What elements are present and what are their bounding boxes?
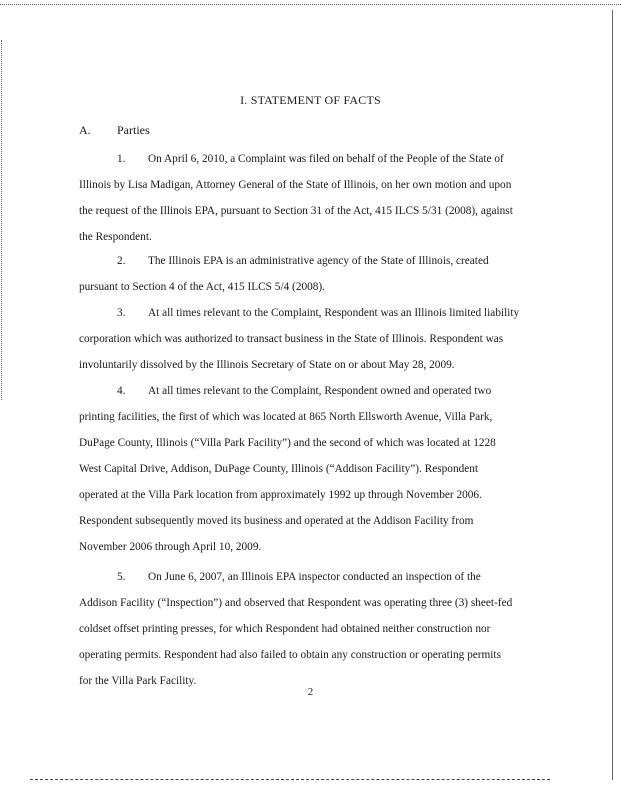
section-letter: A. xyxy=(79,123,91,137)
page-number: 2 xyxy=(307,686,314,698)
paragraph-number: 2. xyxy=(117,255,126,267)
paragraph-line: involuntarily dissolved by the Illinois Secretary of State on or about May 28, 2009. xyxy=(79,359,455,371)
paragraph-line: for the Villa Park Facility. xyxy=(79,675,197,687)
section-title: Parties xyxy=(117,123,150,137)
paragraph-number: 4. xyxy=(117,385,126,397)
paragraph-line: corporation which was authorized to transact business in the State of Illinois. Respondent was xyxy=(79,333,504,345)
paragraph-line: printing facilities, the first of which was located at 865 North Ellsworth Avenue, Villa Park, xyxy=(79,411,493,423)
paragraph-3 xyxy=(79,300,529,378)
paragraph-line: On April 6, 2010, a Complaint was filed on behalf of the People of the State of xyxy=(148,153,504,165)
paragraph-line: The Illinois EPA is an administrative agency of the State of Illinois, created xyxy=(148,255,489,267)
paragraph-number: 3. xyxy=(117,307,126,319)
paragraph-line: At all times relevant to the Complaint, Respondent was an Illinois limited liability xyxy=(148,307,520,319)
paragraph-line: Illinois by Lisa Madigan, Attorney General of the State of Illinois, on her own motion and upon xyxy=(79,179,512,191)
paragraph-line: At all times relevant to the Complaint, Respondent owned and operated two xyxy=(148,385,492,397)
paragraph-line: DuPage County, Illinois (“Villa Park Facility”) and the second of which was located at 1228 xyxy=(79,437,496,449)
paragraph-number: 1. xyxy=(117,153,126,165)
paragraph-line: operating permits. Respondent had also failed to obtain any construction or operating permits xyxy=(79,649,501,661)
paragraph-1 xyxy=(79,146,529,250)
page-edge-bottom xyxy=(30,779,550,780)
paragraph-2 xyxy=(79,248,529,300)
paragraph-line: operated at the Villa Park location from approximately 1992 up through November 2006. xyxy=(79,489,482,501)
page-edge-right xyxy=(612,10,613,780)
paragraph-line: West Capital Drive, Addison, DuPage County, Illinois (“Addison Facility”). Respondent xyxy=(79,463,479,475)
paragraph-line: the Respondent. xyxy=(79,231,152,243)
paragraph-line: On June 6, 2007, an Illinois EPA inspector conducted an inspection of the xyxy=(148,571,481,583)
paragraph-line: Addison Facility (“Inspection”) and observed that Respondent was operating three (3) sheet-fed xyxy=(79,597,513,609)
paragraph-line: the request of the Illinois EPA, pursuant to Section 31 of the Act, 415 ILCS 5/31 (2008), against xyxy=(79,205,513,217)
paragraph-4 xyxy=(79,378,529,560)
document-title: I. STATEMENT OF FACTS xyxy=(240,93,381,107)
paragraph-line: November 2006 through April 10, 2009. xyxy=(79,541,262,553)
paragraph-line: Respondent subsequently moved its business and operated at the Addison Facility from xyxy=(79,515,474,527)
paragraph-line: coldset offset printing presses, for which Respondent had obtained neither construction nor xyxy=(79,623,491,635)
paragraph-number: 5. xyxy=(117,571,126,583)
paragraph-5 xyxy=(79,564,529,694)
page-edge-top xyxy=(0,4,621,5)
paragraph-line: pursuant to Section 4 of the Act, 415 ILCS 5/4 (2008). xyxy=(79,281,325,293)
